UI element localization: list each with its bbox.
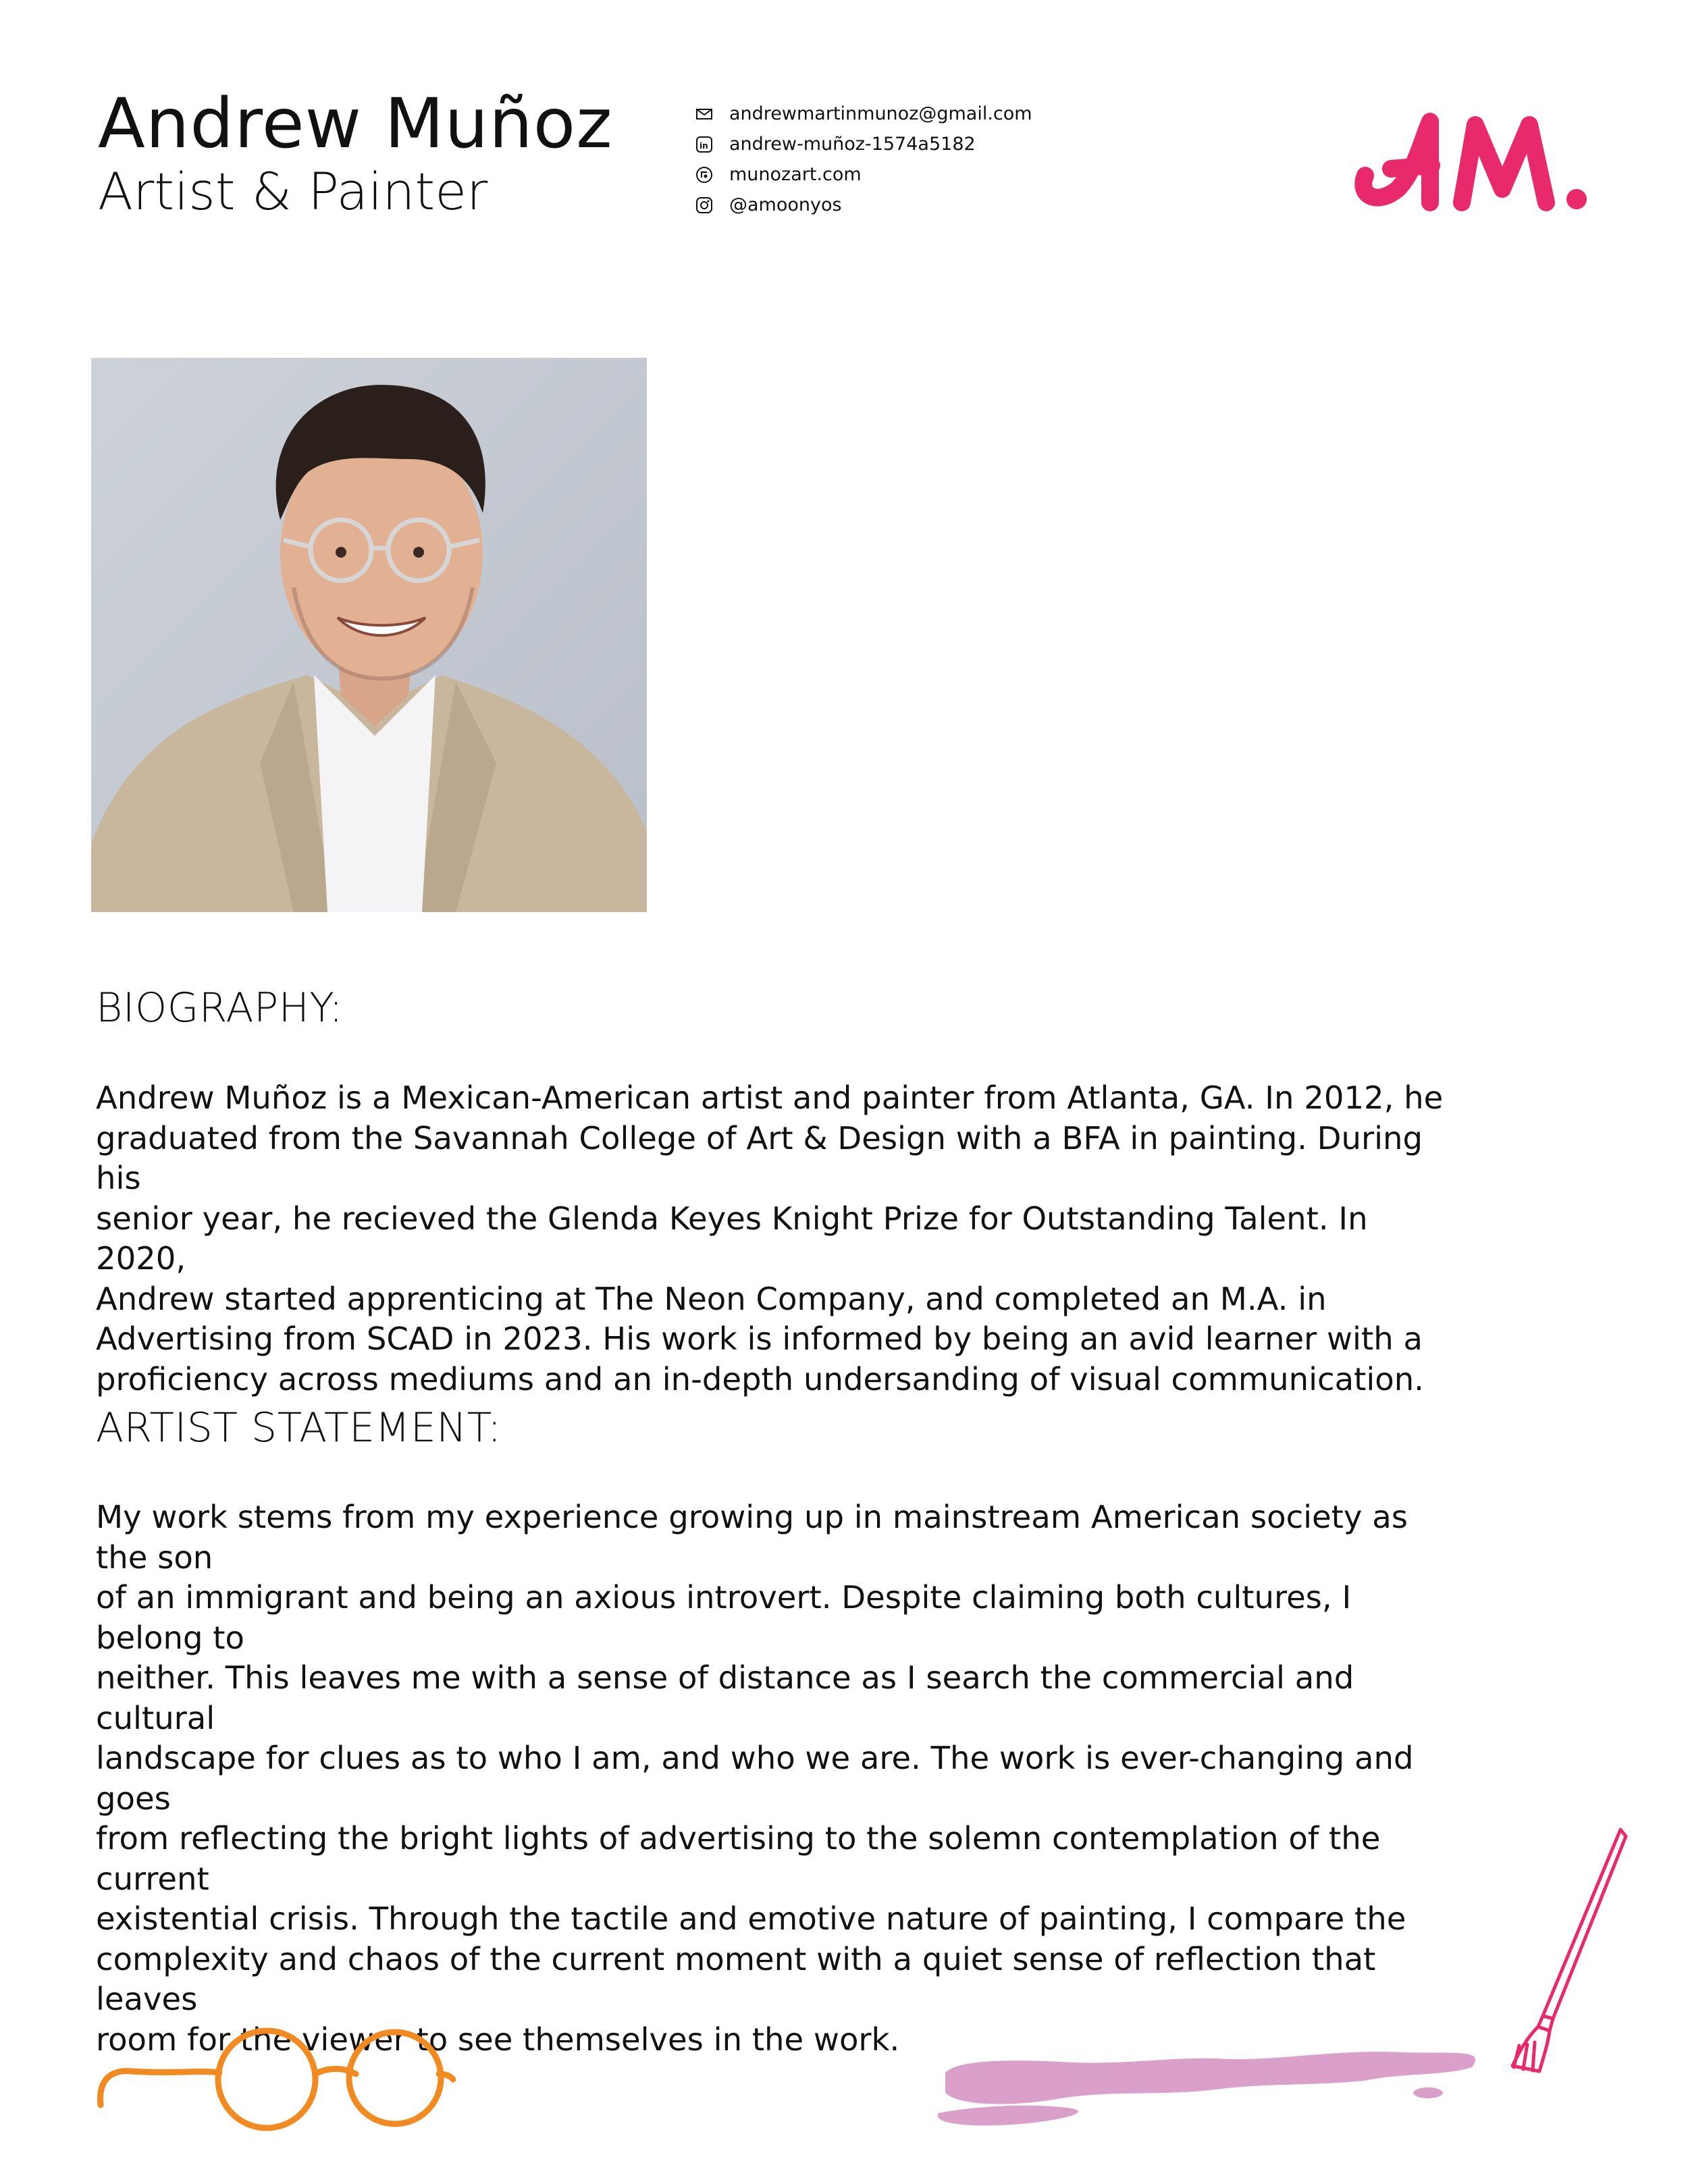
statement-line: of an immigrant and being an axious introvert. Despite claiming both cultures, I belong to <box>96 1579 1352 1656</box>
biography-line: Advertising from SCAD in 2023. His work is informed by being an avid learner with a <box>96 1321 1423 1357</box>
statement-line: existential crisis. Through the tactile and emotive nature of painting, I compare the <box>96 1900 1406 1937</box>
contact-website-text[interactable]: munozart.com <box>729 164 862 185</box>
contact-email-text[interactable]: andrewmartinmunoz@gmail.com <box>729 103 1032 124</box>
statement-line: My work stems from my experience growing up in mainstream American society as the son <box>96 1499 1408 1576</box>
contact-email[interactable] <box>695 99 1032 129</box>
biography-text <box>96 1078 1460 1400</box>
portrait-photo <box>91 358 647 912</box>
biography-line: graduated from the Savannah College of Art & Design with a BFA in painting. During his <box>96 1119 1423 1196</box>
glasses-doodle-icon <box>91 2012 456 2133</box>
statement-heading: ARTIST STATEMENT: <box>96 1404 502 1451</box>
statement-line: landscape for clues as to who I am, and who we are. The work is ever-changing and goes <box>96 1740 1414 1817</box>
contact-instagram[interactable] <box>695 190 1032 220</box>
statement-line: complexity and chaos of the current moment with a quiet sense of reflection that leaves <box>96 1940 1376 2017</box>
statement-line: room for the viewer to see themselves in the work. <box>96 2021 900 2058</box>
biography-line: proficiency across mediums and an in-depth undersanding of visual communication. <box>96 1360 1424 1397</box>
biography-line: Andrew started apprenticing at The Neon Company, and completed an M.A. in <box>96 1280 1327 1317</box>
paintbrush-doodle-icon <box>932 1816 1634 2140</box>
biography-line: Andrew Muñoz is a Mexican-American artist and painter from Atlanta, GA. In 2012, he <box>96 1080 1444 1116</box>
statement-line: from reflecting the bright lights of advertising to the solemn contemplation of the current <box>96 1820 1381 1897</box>
artist-name: Andrew Muñoz <box>98 84 613 164</box>
contact-linkedin-text[interactable]: andrew-muñoz-1574a5182 <box>729 134 976 155</box>
biography-heading: BIOGRAPHY: <box>96 984 344 1032</box>
linkedin-icon <box>695 136 713 153</box>
svg-text:in: in <box>700 140 708 151</box>
biography-line: senior year, he recieved the Glenda Keyes Knight Prize for Outstanding Talent. In 2020, <box>96 1200 1368 1277</box>
contact-instagram-text[interactable]: @amoonyos <box>729 194 842 215</box>
website-icon <box>695 166 713 184</box>
contact-linkedin[interactable] <box>695 129 1032 159</box>
artist-role: Artist & Painter <box>98 161 488 221</box>
contact-list <box>695 99 1032 220</box>
statement-line: neither. This leaves me with a sense of distance as I search the commercial and cultural <box>96 1659 1354 1736</box>
am-logo <box>1350 95 1593 230</box>
instagram-icon <box>695 196 713 214</box>
email-icon <box>695 105 713 123</box>
contact-website[interactable] <box>695 159 1032 190</box>
portrait-illustration <box>91 358 647 912</box>
